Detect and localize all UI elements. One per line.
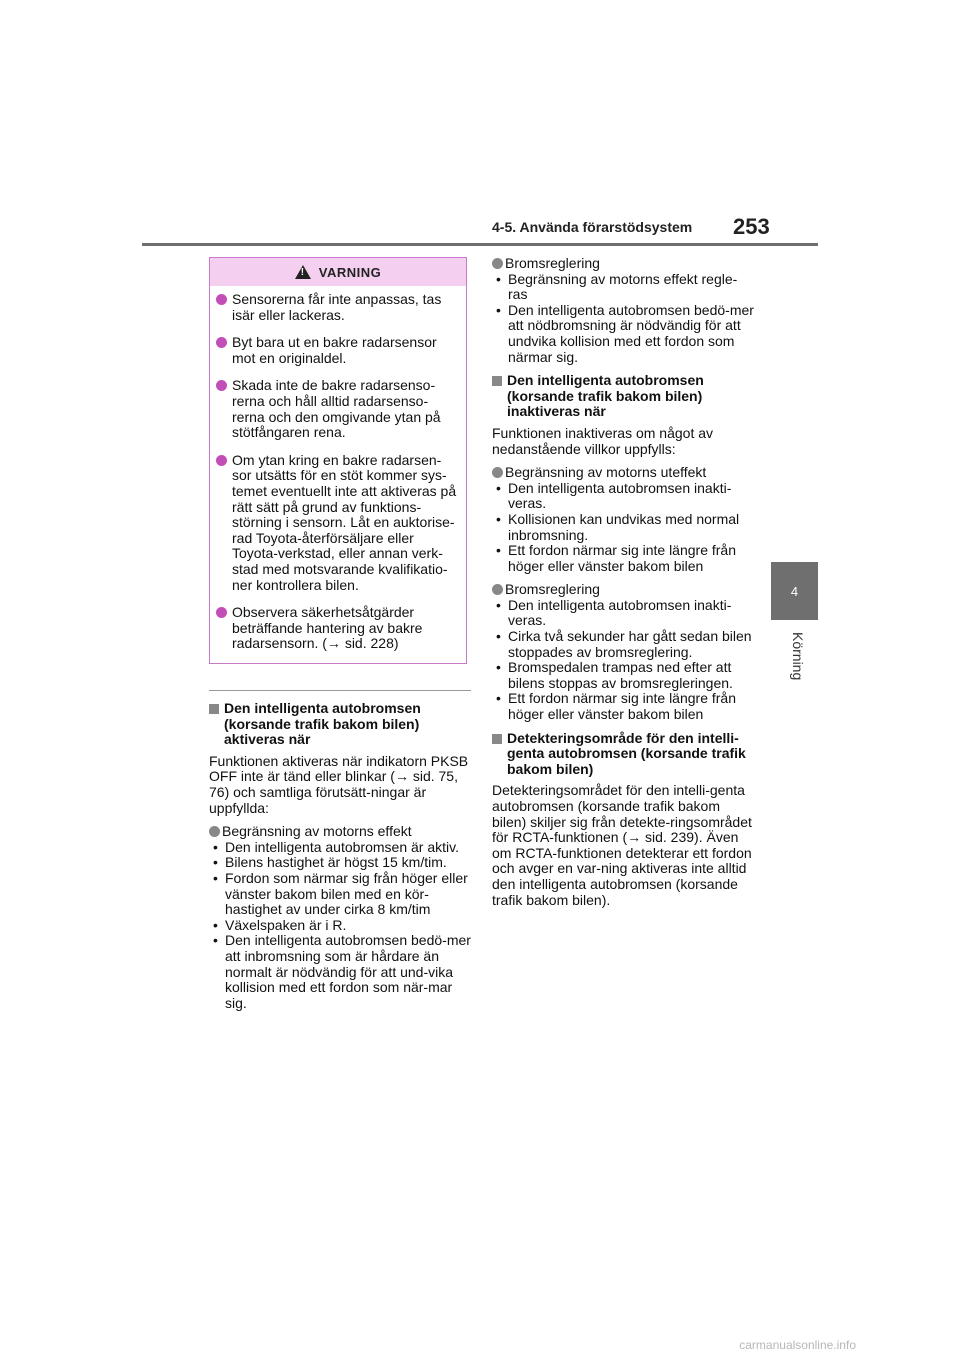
warning-item [216, 292, 458, 323]
list-item: • Ett fordon närmar sig inte längre från höger eller vänster bakom bilen [492, 543, 754, 574]
paragraph: Detekteringsområdet för den intelli-genta autobromsen (korsande trafik bakom bilen) skiljer sig från detekte-ringsområdet för RCTA-funktionen (→ sid. 239). Även om RCTA-funktionen detekterar ett fordon och avger en var-ning aktiveras inte alltid den intelligenta autobromsen (korsande trafik bakom bilen). [492, 782, 752, 908]
square-bullet-icon [209, 704, 219, 714]
chapter-number: 4 [790, 583, 799, 599]
circle-bullet-icon [209, 826, 220, 837]
square-bullet-icon [492, 734, 502, 744]
bullet-dot-icon [216, 337, 227, 348]
condition-text: Bromsreglering [505, 581, 600, 598]
bullet-list [492, 272, 754, 366]
heading-text: Den intelligenta autobromsen (korsande trafik bakom bilen) inaktiveras när [507, 372, 704, 420]
warning-item-text: Byt bara ut en bakre radarsensor mot en originaldel. [232, 334, 437, 366]
bullet-list [209, 840, 471, 1012]
bullet-dot-icon [216, 294, 227, 305]
bullet-dot-icon [216, 607, 227, 618]
left-column [209, 690, 471, 1019]
warning-item-text: Skada inte de bakre radarsenso-rerna och håll alltid radarsenso-rerna och den omgivande ytan på stötfångaren rena. [232, 377, 441, 441]
warning-item-text: Om ytan kring en bakre radarsen-sor utsätts för en stöt kommer sys-temet eventuellt inte att aktiveras på rätt sätt på grund av funktions-störning i sensorn. Låt en auktorise-rad Toyota-återförsäljare eller Toyota-verkstad, eller annan verk-stad med motsvarande kvalifikatio-ner kontrollera bilen. [232, 451, 457, 593]
bullet-dot-icon [216, 380, 227, 391]
list-item: • Fordon som närmar sig från höger eller vänster bakom bilen med en kör-hastighet av under cirka 8 km/tim [209, 871, 471, 918]
warning-item [216, 453, 458, 593]
right-column [492, 256, 754, 916]
chapter-label: Körning [790, 632, 806, 681]
list-item: • Den intelligenta autobromsen är aktiv. [209, 840, 471, 856]
paragraph: Funktionen aktiveras när indikatorn PKSB OFF inte är tänd eller blinkar (→ sid. 75, 76) och samtliga förutsätt-ningar är uppfyllda: [209, 752, 469, 816]
list-item: • Ett fordon närmar sig inte längre från höger eller vänster bakom bilen [492, 691, 754, 722]
list-item: • Bilens hastighet är högst 15 km/tim. [209, 855, 471, 871]
condition-text: Begränsning av motorns effekt [222, 823, 412, 840]
list-item: • Cirka två sekunder har gått sedan bilen stoppades av bromsreglering. [492, 629, 754, 660]
list-item: • Den intelligenta autobromsen bedö-mer att inbromsning som är hårdare än normalt är nödvändig för att und-vika kollision med ett fordon som när-mar sig. [209, 933, 471, 1011]
divider [209, 690, 471, 691]
condition [209, 824, 471, 840]
bullet-list [492, 481, 754, 575]
list-item: • Begränsning av motorns effekt regle-ras [492, 272, 754, 303]
list-item: • Den intelligenta autobromsen inakti-veras. [492, 481, 754, 512]
warning-title: VARNING [318, 264, 382, 280]
page-number: 253 [733, 214, 770, 239]
condition [492, 582, 754, 598]
header-rule [142, 243, 818, 246]
warning-item [216, 335, 458, 366]
condition-text: Bromsreglering [505, 255, 600, 271]
heading-text: Detekteringsområde för den intelli-genta autobromsen (korsande trafik bakom bilen) [507, 729, 746, 777]
warning-box [209, 257, 467, 664]
circle-bullet-icon [492, 467, 503, 478]
section-heading [492, 731, 754, 778]
list-item: • Kollisionen kan undvikas med normal inbromsning. [492, 512, 754, 543]
square-bullet-icon [492, 376, 502, 386]
circle-bullet-icon [492, 584, 503, 595]
warning-items [210, 286, 466, 652]
warning-triangle-icon [295, 265, 311, 279]
paragraph: Funktionen inaktiveras om något av nedanstående villkor uppfylls: [492, 424, 714, 457]
heading-text: Den intelligenta autobromsen (korsande trafik bakom bilen) aktiveras när [224, 700, 421, 748]
list-item: • Växelspaken är i R. [209, 918, 471, 934]
warning-item-text: Sensorerna får inte anpassas, tas isär eller lackeras. [232, 291, 442, 323]
section-heading [209, 701, 471, 748]
warning-item [216, 378, 458, 440]
condition [492, 256, 754, 272]
condition [492, 465, 754, 481]
list-item: • Den intelligenta autobromsen bedö-mer att nödbromsning är nödvändig för att undvika kollision med ett fordon som närmar sig. [492, 303, 754, 365]
warning-item [216, 605, 458, 652]
bullet-list [492, 598, 754, 723]
section-heading [492, 373, 754, 420]
section-title: 4-5. Använda förarstödsystem [492, 219, 693, 235]
circle-bullet-icon [492, 258, 503, 269]
list-item: • Den intelligenta autobromsen inakti-veras. [492, 598, 754, 629]
warning-item-text: Observera säkerhetsåtgärder beträffande hantering av bakre radarsensorn. (→ sid. 228) [232, 604, 423, 652]
list-item: • Bromspedalen trampas ned efter att bilens stoppas av bromsregleringen. [492, 660, 754, 691]
footer-watermark: carmanualsonline.info [739, 1338, 856, 1352]
condition-text: Begränsning av motorns uteffekt [505, 464, 707, 481]
bullet-dot-icon [216, 455, 227, 466]
warning-header [210, 258, 466, 286]
chapter-tab [771, 562, 818, 620]
